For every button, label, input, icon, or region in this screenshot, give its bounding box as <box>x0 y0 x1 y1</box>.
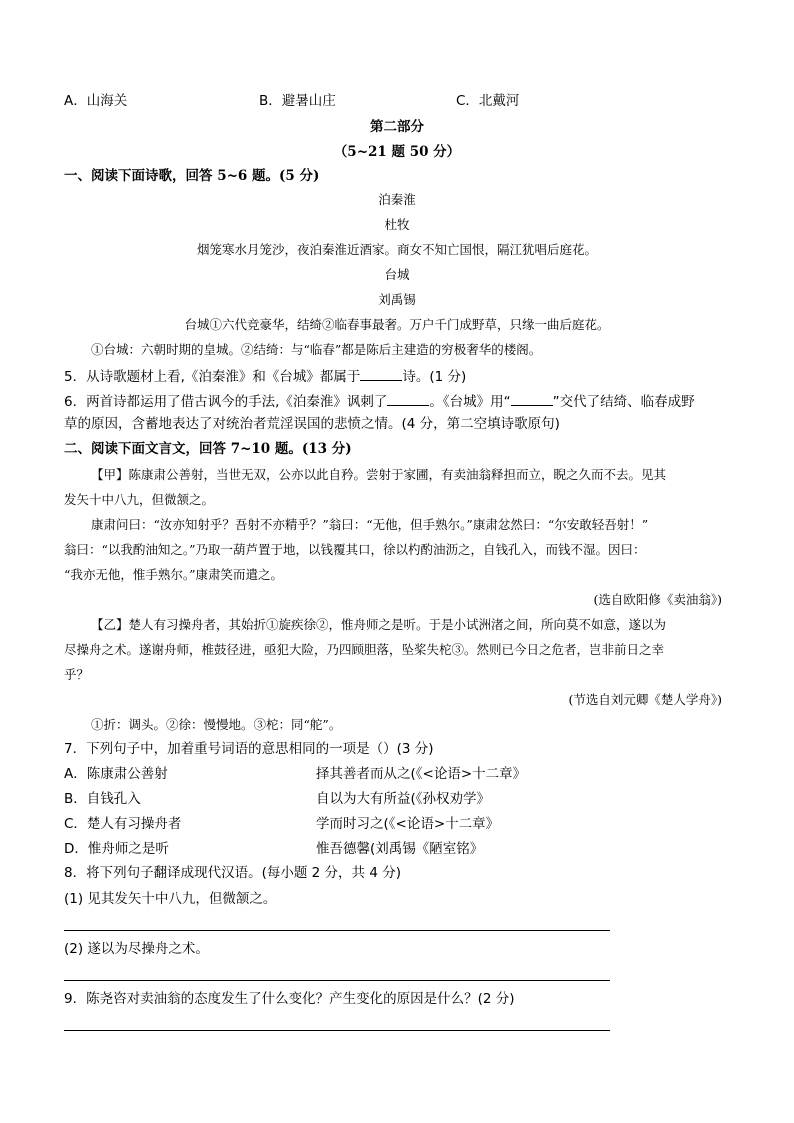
poem2-text: 台城①六代竞豪华，结绮②临春事最奢。万户千门成野草，只缘一曲后庭花。 <box>184 317 610 332</box>
q6-text-after: ”交代了结绮、临春成野 <box>552 394 695 410</box>
yi-source: (节选自刘元卿《楚人学舟》) <box>568 692 722 707</box>
q8-sentence-1: (1) 见其发矢十中八九，但微颔之。 <box>64 891 277 907</box>
question-8-stem: 8．将下列句子翻译成现代汉语。(每小题 2 分，共 4 分) <box>64 865 401 881</box>
jia-line-4: 翁曰：“以我酌油知之。”乃取一葫芦置于地，以钱覆其口，徐以杓酌油沥之，自钱孔入，而钱不湿。因曰： <box>64 542 646 557</box>
q7-option-b-right: 自以为大有所益(《孙权劝学》 <box>316 791 491 807</box>
part-two-title: 第二部分 <box>370 119 424 135</box>
q5-text-after: 诗。(1 分) <box>402 369 467 385</box>
poem1-title: 泊秦淮 <box>378 192 416 207</box>
q7-option-d-right: 惟吾德馨(刘禹锡《陋室铭》 <box>316 841 484 857</box>
q7-option-a-left: A．陈康肃公善射 <box>64 766 168 782</box>
q5-answer-blank[interactable] <box>360 366 402 381</box>
question-7-stem: 7．下列句子中，加着重号词语的意思相同的一项是（）(3 分) <box>64 741 434 757</box>
jia-line-1: 【甲】陈康肃公善射，当世无双，公亦以此自矜。尝射于家圃，有卖油翁释担而立，睨之久而不去。见其 <box>91 467 667 482</box>
q9-answer-line[interactable] <box>64 1030 610 1031</box>
option-b: B．避暑山庄 <box>259 93 336 109</box>
question-6-line1 <box>64 391 695 411</box>
q6-text-before: 6．两首诗都运用了借古讽今的手法,《泊秦淮》讽刺了 <box>64 394 388 410</box>
poem2-title: 台城 <box>384 267 410 282</box>
yi-line-3: 乎？ <box>64 667 90 682</box>
q8-sentence-2: (2) 遂以为尽操舟之术。 <box>64 941 209 957</box>
poem-note: ①台城：六朝时期的皇城。②结绮：与“临春”都是陈后主建造的穷极奢华的楼阁。 <box>91 342 542 357</box>
q7-option-c-left: C．楚人有习操舟者 <box>64 816 182 832</box>
q6-text-mid: 。《台城》用“ <box>429 394 511 410</box>
section1-heading: 一、阅读下面诗歌，回答 5~6 题。(5 分) <box>64 168 320 184</box>
question-6-line2: 草的原因，含蓄地表达了对统治者荒淫误国的悲愤之情。(4 分，第二空填诗歌原句) <box>64 416 560 432</box>
q8-answer-line-2[interactable] <box>64 980 610 981</box>
q6-answer-blank-2[interactable] <box>511 391 553 406</box>
passage-note: ①折：调头。②徐：慢慢地。③柁：同“舵”。 <box>91 717 342 732</box>
question-9-stem: 9．陈尧咨对卖油翁的态度发生了什么变化？产生变化的原因是什么？(2 分) <box>64 991 515 1007</box>
q8-answer-line-1[interactable] <box>64 930 610 931</box>
q7-option-d-left: D．惟舟师之是听 <box>64 841 169 857</box>
part-two-score: （5~21 题 50 分） <box>333 144 461 160</box>
poem2-author: 刘禹锡 <box>378 292 416 307</box>
yi-line-2: 尽操舟之术。遂谢舟师，椎鼓径进，亟犯大险，乃四顾胆落，坠桨失柁③。然则已今日之危者，岂非前日之幸 <box>64 642 665 657</box>
jia-line-3: 康肃问曰：“汝亦知射乎？吾射不亦精乎？”翁曰：“无他，但手熟尔。”康肃忿然曰：“尔安敢轻吾射！” <box>91 517 649 532</box>
q7-option-b-left: B．自钱孔入 <box>64 791 141 807</box>
section2-heading: 二、阅读下面文言文，回答 7~10 题。(13 分) <box>64 441 352 457</box>
poem1-text: 烟笼寒水月笼沙，夜泊秦淮近酒家。商女不知亡国恨，隔江犹唱后庭花。 <box>196 242 597 257</box>
q7-option-a-right: 择其善者而从之(《<论语>十二章》 <box>316 766 527 782</box>
question-5 <box>64 366 466 386</box>
jia-line-2: 发矢十中八九，但微颔之。 <box>64 492 215 507</box>
q5-text-before: 5．从诗歌题材上看,《泊秦淮》和《台城》都属于 <box>64 369 361 385</box>
option-a: A．山海关 <box>64 93 128 109</box>
jia-source: (选自欧阳修《卖油翁》) <box>593 592 722 607</box>
option-c: C．北戴河 <box>456 93 520 109</box>
yi-line-1: 【乙】楚人有习操舟者，其始折①旋疾徐②，惟舟师之是听。于是小试洲渚之间，所向莫不如意，遂以为 <box>91 617 667 632</box>
q6-answer-blank-1[interactable] <box>387 391 429 406</box>
jia-line-5: “我亦无他，惟手熟尔。”康肃笑而遣之。 <box>64 567 284 582</box>
q7-option-c-right: 学而时习之(《<论语>十二章》 <box>316 816 500 832</box>
poem1-author: 杜牧 <box>384 217 410 232</box>
